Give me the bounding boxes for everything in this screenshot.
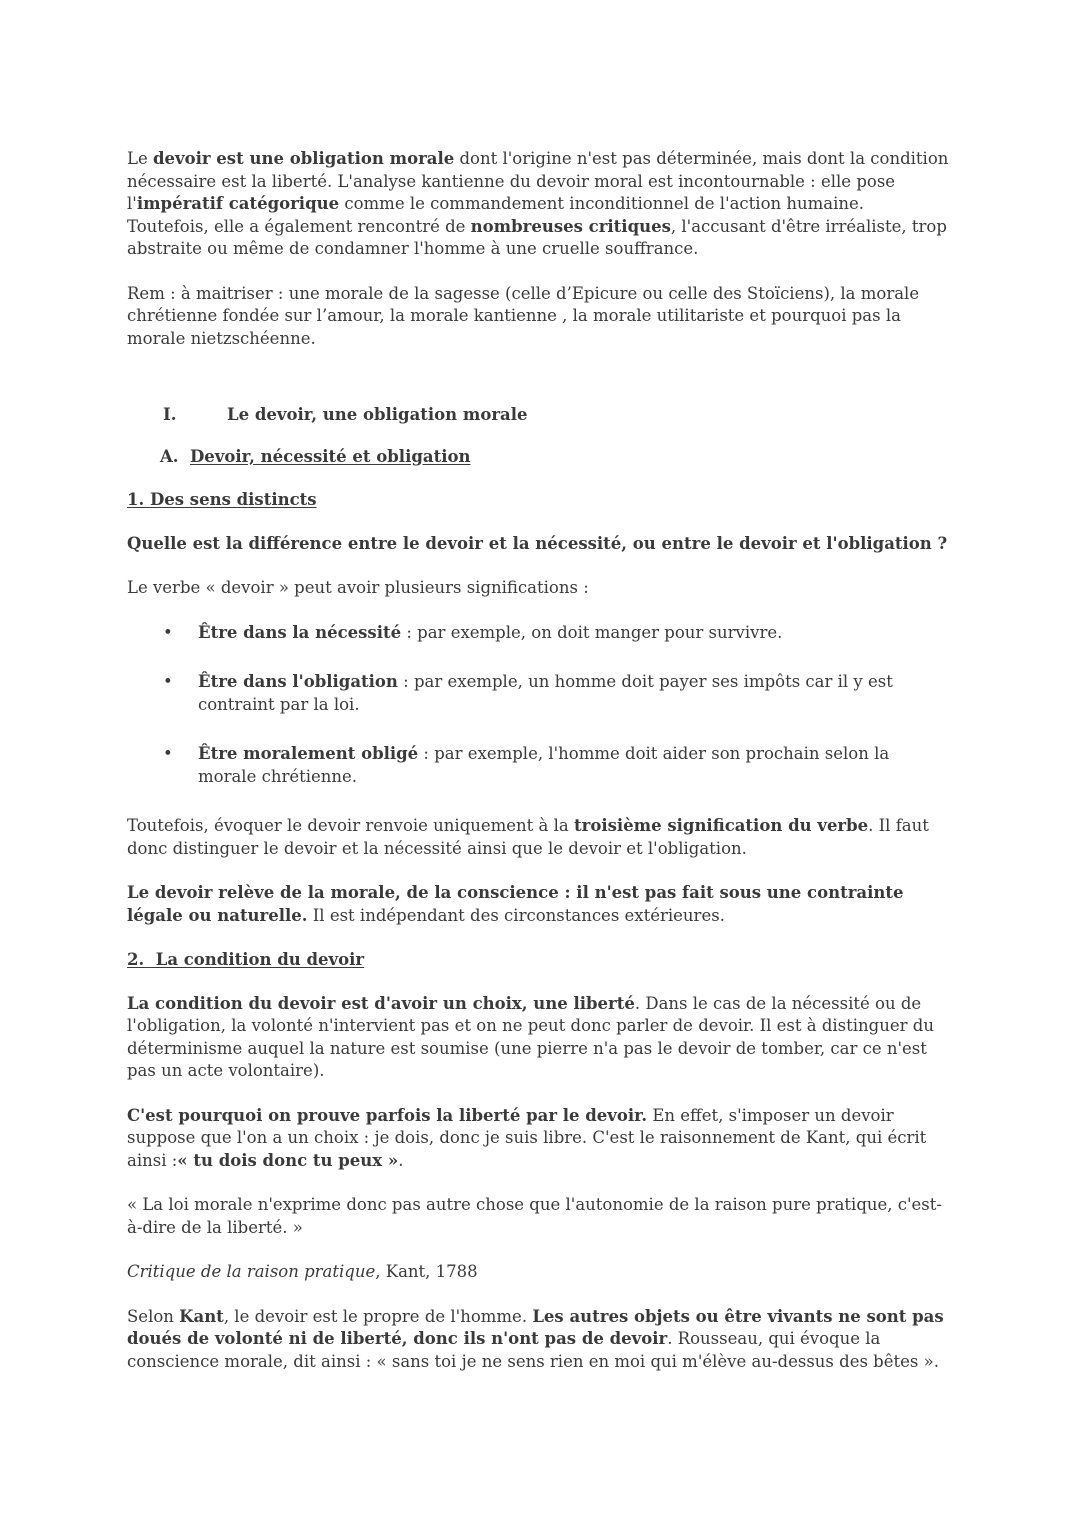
subheading-label: 2. La condition du devoir — [127, 950, 365, 969]
bullet-text — [198, 622, 950, 645]
text-run: Être moralement obligé — [198, 744, 419, 763]
condition-paragraph — [127, 993, 950, 1083]
text-run: En effet, s'imposer un devoir suppose que l'on a un choix : je dois, donc je suis libre. C'est le raisonnement de Kant, qui écrit ainsi : — [127, 1105, 932, 1170]
text-run: La condition du devoir est d'avoir un choix, une liberté — [127, 993, 635, 1013]
text-run: Rem : à maitriser : une morale de la sagesse (celle d’Epicure ou celle des Stoïciens), la morale chrétienne fondée sur l’amour, la morale kantienne , la morale utilitariste et pourquoi pas la morale nietzschéenne. — [127, 283, 925, 348]
text-run: : par exemple, l'homme doit aider son prochain selon la morale chrétienne. — [198, 744, 895, 786]
heading-number: I. — [163, 405, 177, 424]
section-heading-alpha — [127, 446, 950, 469]
text-run: Le devoir relève de la morale, de la conscience : il n'est pas fait sous une contrainte légale ou naturelle. — [127, 883, 910, 925]
bullet-marker-icon: • — [163, 672, 173, 691]
text-run: Il est indépendant des circonstances extérieures. — [307, 905, 725, 925]
text-run: . Dans le cas de la nécessité ou de l'obligation, la volonté n'intervient pas et on ne peut donc parler de devoir. Il est à distinguer du déterminisme auquel la nature est soumise (une pierre n'a pas le devoir de tomber, car ce n'est pas un acte volontaire). — [127, 993, 940, 1080]
bullet-text — [198, 671, 950, 716]
text-run: Selon — [127, 1306, 180, 1326]
text-run: Critique de la raison pratique — [127, 1262, 376, 1281]
text-run: , l'accusant d'être irréaliste, trop abstraite ou même de condamner l'homme à une cruelle souffrance. — [127, 216, 953, 258]
text-run: , Kant, 1788 — [375, 1262, 478, 1281]
text-run: « La loi morale n'exprime donc pas autre chose que l'autonomie de la raison pure pratique, c'est-à-dire de la liberté. » — [127, 1195, 942, 1237]
citation-line — [127, 1261, 950, 1284]
quote-paragraph — [127, 1194, 950, 1239]
kant-rousseau-paragraph — [127, 1306, 950, 1374]
morale-conscience-paragraph — [127, 882, 950, 927]
question-paragraph — [127, 533, 950, 556]
bullet-item — [163, 622, 950, 645]
text-run: Kant — [179, 1306, 224, 1326]
text-run: . Rousseau, qui évoque la conscience morale, dit ainsi : « sans toi je ne sens rien en moi qui m'élève au-dessus des bêtes ». — [127, 1329, 939, 1371]
subheading-label: 1. Des sens distincts — [127, 490, 317, 509]
text-run: « tu dois donc tu peux » — [177, 1150, 399, 1170]
third-meaning-paragraph — [127, 815, 950, 860]
bullet-marker-icon: • — [163, 744, 173, 763]
text-run: , le devoir est le propre de l'homme. — [223, 1306, 533, 1326]
text-run: Le verbe « devoir » peut avoir plusieurs significations : — [127, 578, 589, 597]
text-run: Le — [127, 149, 153, 168]
text-run: dont l'origine n'est pas déterminée, mais dont la condition nécessaire est la liberté. L'analyse kantienne du devoir moral est incontournable : elle pose l' — [127, 149, 954, 213]
bullet-marker-icon: • — [163, 622, 173, 642]
text-run: . Il faut donc distinguer le devoir et la nécessité ainsi que le devoir et l'obligation. — [127, 816, 935, 858]
lead-in-paragraph — [127, 577, 950, 600]
text-run: Quelle est la différence entre le devoir et la nécessité, ou entre le devoir et l'obligation ? — [127, 533, 948, 553]
intro-paragraph — [127, 148, 954, 261]
section-heading-roman — [127, 404, 950, 427]
bullet-text — [198, 743, 950, 788]
heading-label: Devoir, nécessité et obligation — [190, 446, 471, 466]
text-run: Être dans l'obligation — [198, 672, 398, 691]
text-run: devoir est une obligation morale — [152, 149, 455, 168]
subheading — [127, 949, 950, 972]
subheading — [127, 489, 950, 512]
document-body — [127, 148, 954, 1395]
liberte-preuve-paragraph — [127, 1105, 950, 1173]
text-run: Être dans la nécessité — [198, 622, 402, 642]
heading-number: A. — [160, 446, 179, 466]
bullet-item — [163, 743, 950, 788]
heading-label: Le devoir, une obligation morale — [227, 405, 528, 424]
bullet-list — [127, 622, 950, 789]
text-run: : par exemple, un homme doit payer ses impôts car il y est contraint par la loi. — [198, 672, 899, 714]
text-run: C'est pourquoi on prouve parfois la liberté par le devoir. — [127, 1105, 648, 1125]
remark-paragraph — [127, 283, 950, 351]
text-run: Toutefois, évoquer le devoir renvoie uniquement à la — [127, 816, 574, 835]
text-run: . — [398, 1150, 404, 1170]
text-run: : par exemple, on doit manger pour survivre. — [401, 622, 783, 642]
text-run: comme le commandement inconditionnel de l'action humaine. Toutefois, elle a également rencontré de — [127, 194, 870, 236]
text-run: nombreuses critiques — [470, 216, 671, 236]
text-run: troisième signification du verbe — [574, 816, 869, 835]
bullet-item — [163, 671, 950, 716]
text-run: Les autres objets ou être vivants ne sont pas doués de volonté ni de liberté, donc ils n'ont pas de devoir — [127, 1306, 950, 1348]
text-run: impératif catégorique — [136, 194, 340, 213]
